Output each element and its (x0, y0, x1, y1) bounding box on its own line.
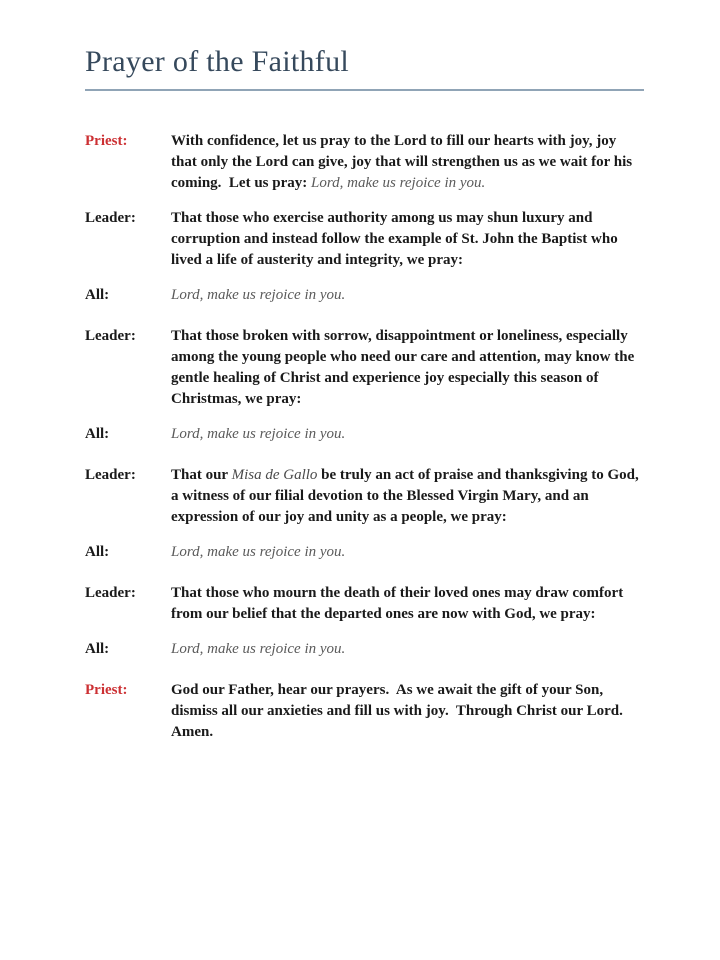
body-text: That those who exercise authority among us may shun luxury and corruption and instead follow the example of St. John the Baptist who lived a life of austerity and integrity, we pray: (171, 210, 622, 268)
response-text: Lord, make us rejoice in you. (171, 426, 346, 442)
dialogue-row-leader (85, 208, 644, 271)
prayer-text (171, 285, 639, 306)
body-text: God our Father, hear our prayers. As we await the gift of your Son, dismiss all our anxieties and fill us with joy. Through Christ our Lord. Amen. (171, 682, 634, 740)
role-label: Leader: (85, 328, 136, 344)
dialogue-row-all (85, 639, 644, 660)
role-label: Leader: (85, 585, 136, 601)
body-text: With confidence, let us pray to the Lord to fill our hearts with joy, joy that only the Lord can give, joy that will strengthen us as we wait for his coming. Let us pray: (171, 133, 636, 191)
body-text: be truly an act of praise and thanksgiving to God, a witness of our filial devotion to the Blessed Virgin Mary, and an expression of our joy and unity as a people, we pray: (171, 467, 643, 525)
prayer-text (171, 208, 639, 271)
dialogue-row-priest (85, 680, 644, 743)
body-text: That our (171, 467, 232, 483)
response-text: Lord, make us rejoice in you. (311, 175, 486, 191)
role-label: All: (85, 641, 110, 657)
dialogue-row-leader (85, 326, 644, 410)
role-label: Leader: (85, 210, 136, 226)
role-label: Priest: (85, 682, 128, 698)
dialogue-row-priest (85, 131, 644, 194)
role-label: Leader: (85, 467, 136, 483)
dialogue-row-leader (85, 583, 644, 625)
body-text: That those broken with sorrow, disappointment or loneliness, especially among the young people who need our care and attention, may know the gentle healing of Christ and experience joy especially this season of Christmas, we pray: (171, 328, 638, 407)
role-label: All: (85, 287, 110, 303)
prayer-text (171, 639, 639, 660)
prayer-text (171, 326, 639, 410)
dialogue-row-all (85, 285, 644, 306)
body-text: That those who mourn the death of their loved ones may draw comfort from our belief that the departed ones are now with God, we pray: (171, 585, 627, 622)
prayer-text (171, 583, 639, 625)
dialogue-row-all (85, 424, 644, 445)
dialogue-row-leader (85, 465, 644, 528)
response-text: Lord, make us rejoice in you. (171, 641, 346, 657)
prayer-text (171, 131, 639, 194)
role-label: All: (85, 426, 110, 442)
role-label: Priest: (85, 133, 128, 149)
italic-phrase: Misa de Gallo (231, 467, 318, 483)
prayer-text (171, 424, 639, 445)
response-text: Lord, make us rejoice in you. (171, 544, 346, 560)
prayer-text (171, 542, 639, 563)
response-text: Lord, make us rejoice in you. (171, 287, 346, 303)
dialogue-row-all (85, 542, 644, 563)
prayer-text (171, 680, 639, 743)
role-label: All: (85, 544, 110, 560)
prayer-dialogue-section (85, 131, 644, 743)
prayer-text (171, 465, 643, 528)
page-title: Prayer of the Faithful (85, 44, 644, 91)
